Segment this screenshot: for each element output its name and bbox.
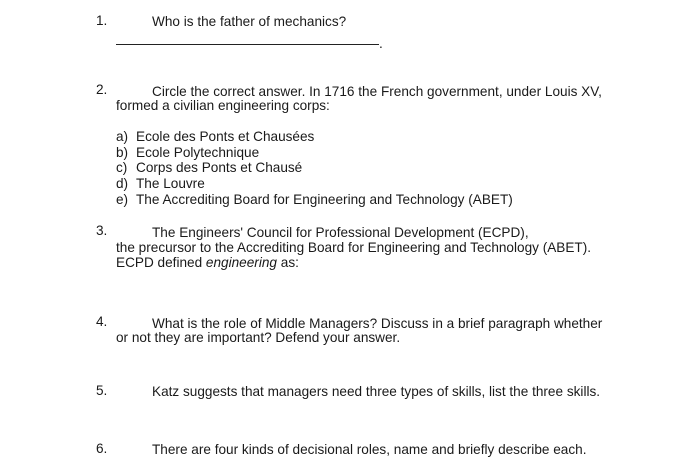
question-text: What is the role of Middle Managers? Discuss in a brief paragraph whether	[152, 316, 603, 331]
option-letter: d)	[116, 176, 129, 191]
option-text: Corps des Ponts et Chausé	[136, 160, 303, 175]
option-a[interactable]	[116, 129, 315, 144]
answer-blank-line[interactable]	[116, 44, 379, 45]
question-number: 3.	[96, 223, 108, 238]
question-text: There are four kinds of decisional roles, name and briefly describe each.	[152, 442, 587, 457]
question-text: Circle the correct answer. In 1716 the French government, under Louis XV,	[152, 84, 602, 99]
option-text: Ecole Polytechnique	[136, 145, 260, 160]
option-d[interactable]	[116, 176, 205, 191]
option-text: Ecole des Ponts et Chausées	[136, 129, 315, 144]
option-c[interactable]	[116, 160, 303, 175]
answer-line-period: .	[379, 36, 383, 51]
question-text-continued: or not they are important? Defend your answer.	[116, 330, 401, 345]
option-letter: c)	[116, 160, 128, 175]
question-number: 2.	[96, 82, 108, 97]
question-number: 4.	[96, 314, 108, 329]
option-text: The Louvre	[136, 176, 205, 191]
question-text: Who is the father of mechanics?	[152, 14, 347, 29]
option-text: The Accrediting Board for Engineering and Technology (ABET)	[136, 192, 513, 207]
option-letter: a)	[116, 129, 129, 144]
option-letter: b)	[116, 145, 129, 160]
question-number: 5.	[96, 383, 108, 398]
question-text: The Engineers' Council for Professional Development (ECPD),	[152, 225, 529, 240]
question-number: 1.	[96, 13, 108, 28]
question-number: 6.	[96, 441, 108, 456]
option-e[interactable]	[116, 192, 513, 207]
question-text-continued: the precursor to the Accrediting Board for Engineering and Technology (ABET).	[116, 240, 592, 255]
question-text-continued: formed a civilian engineering corps:	[116, 98, 330, 113]
question-text: Katz suggests that managers need three types of skills, list the three skills.	[152, 384, 601, 399]
option-b[interactable]	[116, 145, 260, 160]
option-letter: e)	[116, 192, 129, 207]
question-text-continued: ECPD defined engineering as:	[116, 255, 299, 270]
emphasized-term: engineering	[205, 255, 277, 270]
